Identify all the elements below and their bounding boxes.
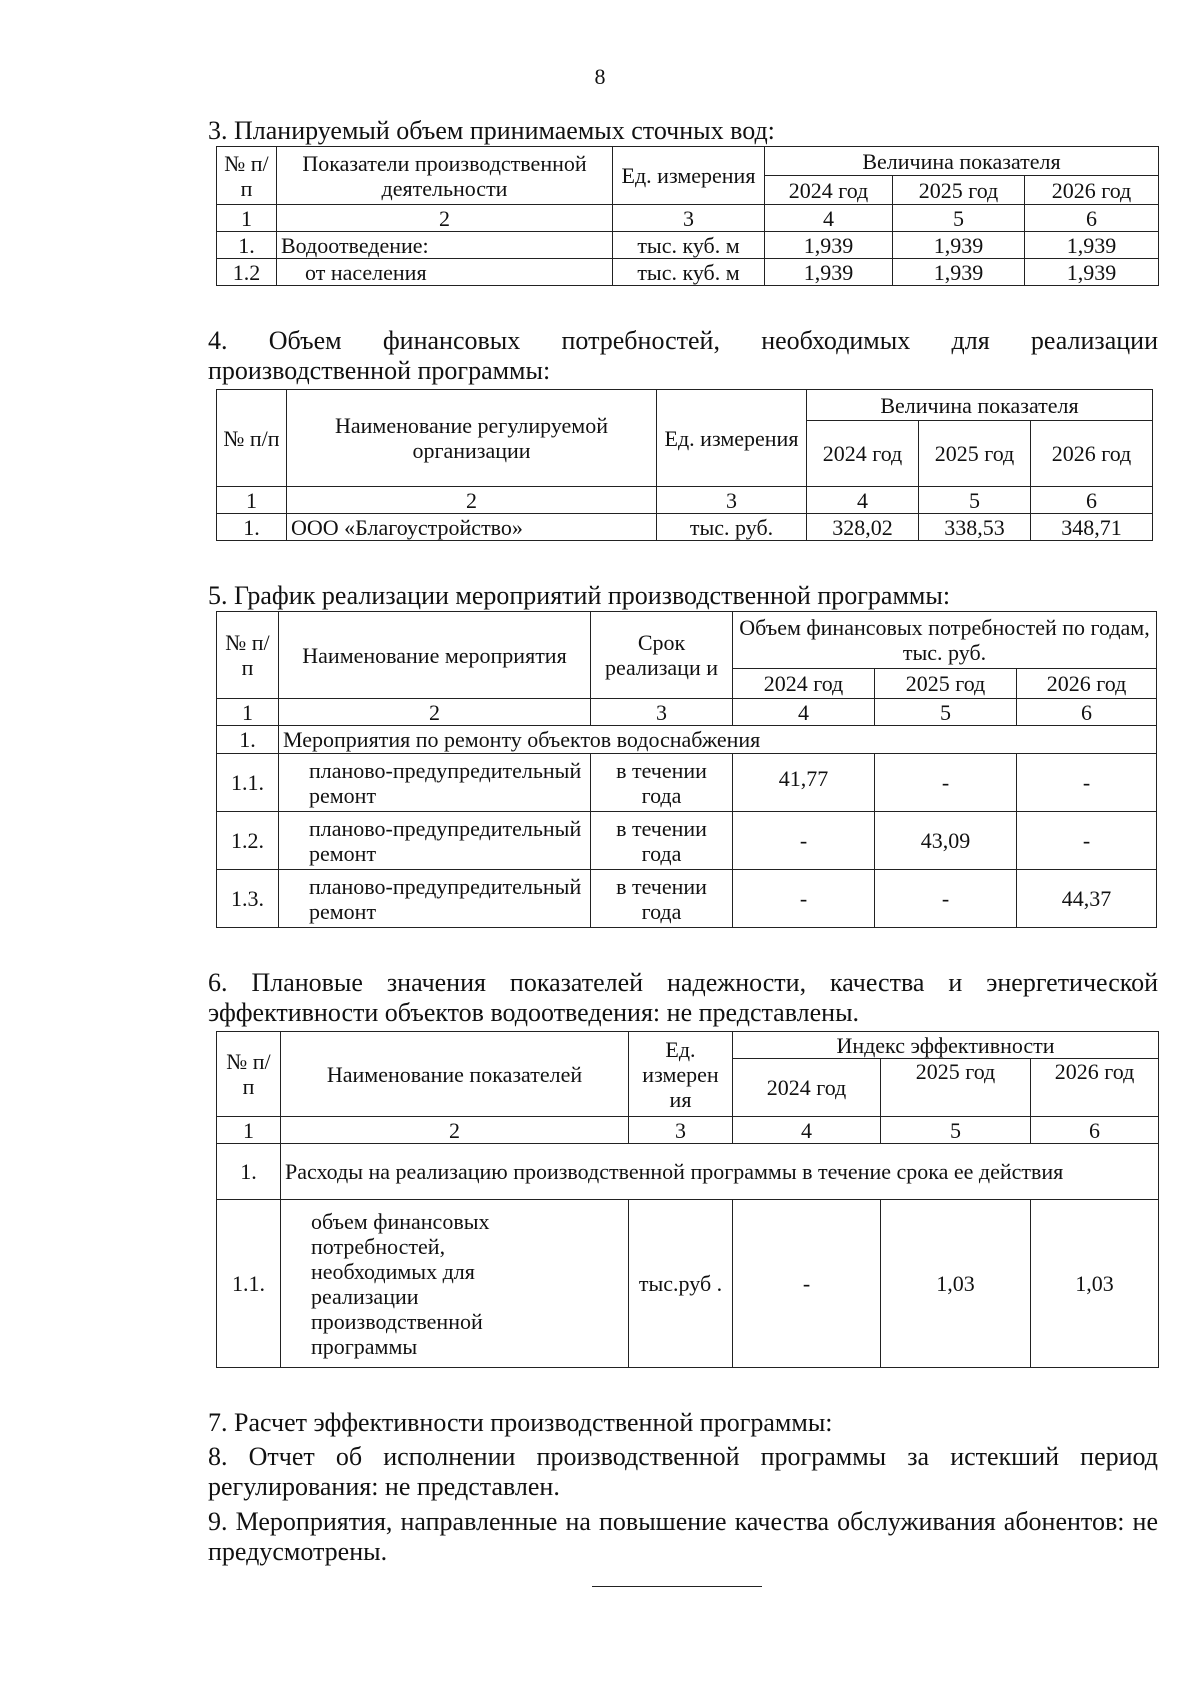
col-index: 4 [765,205,893,232]
col-index: 1 [217,487,287,514]
header-year-2026: 2026 год [1025,176,1159,205]
row-name: от населения [277,259,613,286]
col-index: 5 [881,1117,1031,1144]
row-name: объем финансовых потребностей, необходимых для реализации производственной программы [281,1200,629,1368]
table-row [217,812,1157,870]
row-num: 1.1. [217,754,279,812]
header-value-group: Величина показателя [807,390,1153,421]
header-num: № п/п [217,1032,281,1117]
header-year-2025: 2025 год [875,669,1017,699]
row-num: 1.2. [217,812,279,870]
header-name: Наименование регулируемой организации [287,390,657,487]
table-row [217,232,1159,259]
header-year-2026: 2026 год [1017,669,1157,699]
row-value-2025: 1,03 [881,1200,1031,1368]
row-value-2025: 43,09 [875,812,1017,870]
row-num: 1. [217,232,277,259]
closing-separator-line [592,1586,762,1587]
col-index: 5 [893,205,1025,232]
row-value-2024: 41,77 [733,754,875,812]
row-num: 1.2 [217,259,277,286]
header-year-2025: 2025 год [893,176,1025,205]
col-index: 2 [279,699,591,726]
col-index: 6 [1031,487,1153,514]
row-term: в течении года [591,870,733,928]
col-index: 2 [287,487,657,514]
wastewater-volume-table [216,146,1159,286]
header-name: Наименование мероприятия [279,612,591,699]
col-index: 3 [613,205,765,232]
row-value-2026: - [1017,812,1157,870]
col-index: 5 [875,699,1017,726]
header-value-group: Объем финансовых потребностей по годам, тыс. руб. [733,612,1157,669]
section-5-title: 5. График реализации мероприятий производственной программы: [208,581,951,610]
header-name: Наименование показателей [281,1032,629,1117]
row-value-2026: 1,939 [1025,232,1159,259]
row-term: в течении года [591,754,733,812]
col-index: 6 [1025,205,1159,232]
header-year-2025: 2025 год [881,1059,1031,1117]
row-value-2025: 1,939 [893,232,1025,259]
row-name: планово-предупредительный ремонт [279,812,591,870]
row-value-2026: 1,03 [1031,1200,1159,1368]
header-year-2024: 2024 год [765,176,893,205]
table-row [217,514,1153,541]
header-value-group: Величина показателя [765,147,1159,176]
row-term: в течении года [591,812,733,870]
col-index: 4 [733,699,875,726]
page-number: 8 [594,64,606,89]
col-index: 4 [807,487,919,514]
group-name: Расходы на реализацию производственной программы в течение срока ее действия [281,1144,1159,1200]
row-value-2025: 338,53 [919,514,1031,541]
row-value-2024: 1,939 [765,232,893,259]
row-name: Водоотведение: [277,232,613,259]
section-9-title: 9. Мероприятия, направленные на повышение качества обслуживания абонентов: не предусмотрены. [208,1507,1158,1566]
col-index: 5 [919,487,1031,514]
row-num: 1. [217,1144,281,1200]
header-year-2024: 2024 год [807,421,919,487]
row-num: 1. [217,726,279,754]
table-row [217,870,1157,928]
column-index-row [217,487,1153,514]
row-unit: тыс. куб. м [613,232,765,259]
col-index: 3 [591,699,733,726]
header-year-2025: 2025 год [919,421,1031,487]
row-value-2026: 44,37 [1017,870,1157,928]
col-index: 2 [281,1117,629,1144]
table-row [217,259,1159,286]
row-value-2024: 1,939 [765,259,893,286]
table-row [217,1200,1159,1368]
col-index: 6 [1031,1117,1159,1144]
col-index: 2 [277,205,613,232]
row-value-2026: 1,939 [1025,259,1159,286]
group-row [217,1144,1159,1200]
row-value-2026: 348,71 [1031,514,1153,541]
section-7-title: 7. Расчет эффективности производственной программы: [208,1408,833,1437]
group-name: Мероприятия по ремонту объектов водоснабжения [279,726,1157,754]
header-year-2024: 2024 год [733,1059,881,1117]
header-num: № п/п [217,390,287,487]
financial-needs-table [216,389,1153,541]
col-index: 4 [733,1117,881,1144]
header-year-2026: 2026 год [1031,421,1153,487]
column-index-row [217,205,1159,232]
header-value-group: Индекс эффективности [733,1032,1159,1059]
col-index: 6 [1017,699,1157,726]
header-num: № п/п [217,147,277,205]
column-index-row [217,1117,1159,1144]
row-unit: тыс. куб. м [613,259,765,286]
col-index: 1 [217,699,279,726]
col-index: 3 [657,487,807,514]
column-index-row [217,699,1157,726]
row-name: планово-предупредительный ремонт [279,870,591,928]
header-year-2024: 2024 год [733,669,875,699]
col-index: 1 [217,1117,281,1144]
row-num: 1.1. [217,1200,281,1368]
header-unit: Ед. измерен ия [629,1032,733,1117]
header-unit: Ед. измерения [657,390,807,487]
section-6-title: 6. Плановые значения показателей надежности, качества и энергетической эффективности объектов водоотведения: не представлены. [208,968,1158,1027]
row-num: 1. [217,514,287,541]
header-num: № п/п [217,612,279,699]
header-year-2026: 2026 год [1031,1059,1159,1117]
row-value-2024: - [733,812,875,870]
schedule-table [216,611,1157,928]
section-4-title: 4. Объем финансовых потребностей, необходимых для реализации производственной программы: [208,326,1158,385]
table-row [217,754,1157,812]
row-name: планово-предупредительный ремонт [279,754,591,812]
row-num: 1.3. [217,870,279,928]
row-value-2025: - [875,870,1017,928]
col-index: 3 [629,1117,733,1144]
row-unit: тыс.руб . [629,1200,733,1368]
row-unit: тыс. руб. [657,514,807,541]
row-value-2026: - [1017,754,1157,812]
row-name: ООО «Благоустройство» [287,514,657,541]
row-value-2025: - [875,754,1017,812]
header-name: Показатели производственной деятельности [277,147,613,205]
row-value-2025: 1,939 [893,259,1025,286]
section-3-title: 3. Планируемый объем принимаемых сточных вод: [208,116,775,145]
group-row [217,726,1157,754]
header-term: Срок реализаци и [591,612,733,699]
efficiency-table [216,1031,1159,1368]
row-value-2024: - [733,870,875,928]
section-8-title: 8. Отчет об исполнении производственной программы за истекший период регулирования: не представлен. [208,1442,1158,1501]
header-unit: Ед. измерения [613,147,765,205]
row-value-2024: 328,02 [807,514,919,541]
col-index: 1 [217,205,277,232]
row-value-2024: - [733,1200,881,1368]
